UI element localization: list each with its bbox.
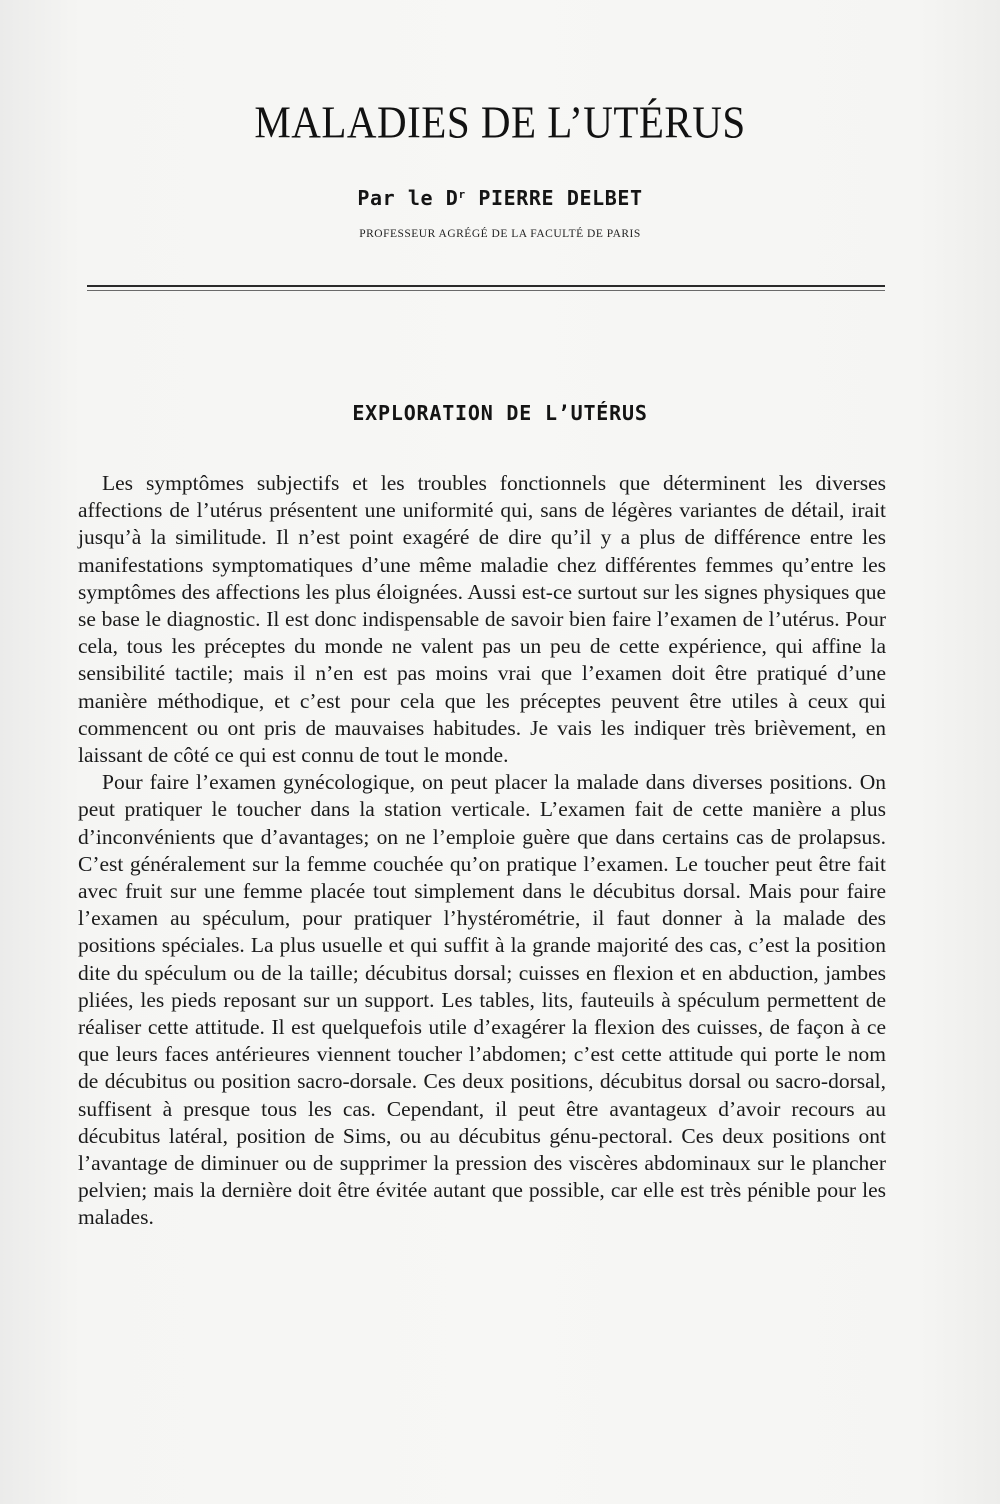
title-divider [87, 285, 885, 287]
author-name: PIERRE DELBET [465, 186, 643, 210]
author-byline [0, 186, 1000, 210]
byline-prefix: Par le D [357, 186, 459, 210]
document-title: MALADIES DE L’UTÉRUS [254, 96, 746, 148]
title-divider-thin [87, 290, 885, 291]
byline-superscript: r [458, 188, 466, 201]
paragraph: Les symptômes subjectifs et les troubles fonctionnels que déterminent les diverses affections de l’utérus présentent une uniformité qui, sans de légères variantes de détail, irait jusqu’à la similitude. Il n’est point exagéré de dire qu’il y a plus de différence entre les manifestations symptomatiques d’une même maladie chez différentes femmes qu’entre les symptômes des affections les plus éloignées. Aussi est-ce surtout sur les signes physiques que se base le diagnostic. Il est donc indispensable de savoir bien faire l’examen de l’utérus. Pour cela, tous les préceptes du monde ne valent pas un peu de cette expérience, qui affine la sensibilité tactile; mais il n’en est pas moins vrai que l’examen doit être pratiqué d’une manière méthodique, et c’est pour cela que les préceptes peuvent être utiles à ceux qui commencent ou ont pris de mauvaises habitudes. Je vais les indiquer très brièvement, en laissant de côté ce qui est connu de tout le monde. [78, 471, 886, 768]
paragraph: Pour faire l’examen gynécologique, on peut placer la malade dans diverses positions. On peut pratiquer le toucher dans la station verticale. L’examen fait de cette manière a plus d’inconvénients que d’avantages; on ne l’emploie guère que dans certains cas de prolapsus. C’est généralement sur la femme couchée qu’on pratique l’examen. Le toucher peut être fait avec fruit sur une femme placée tout simplement dans le décubitus dorsal. Mais pour faire l’examen au spéculum, pour pratiquer l’hystérométrie, il faut donner à la malade des positions spéciales. La plus usuelle et qui suffit à la grande majorité des cas, c’est la position dite du spéculum ou de la taille; décubitus dorsal; cuisses en flexion et en abduction, jambes pliées, les pieds reposant sur un support. Les tables, lits, fauteuils à spéculum permettent de réaliser cette attitude. Il est quelquefois utile d’exagérer la flexion des cuisses, de façon à ce que leurs faces antérieures viennent toucher l’abdomen; c’est cette attitude qui porte le nom de décubitus ou position sacro-dorsale. Ces deux positions, décubitus dorsal ou sacro-dorsal, suffisent à presque tous les cas. Cependant, il peut être avantageux d’avoir recours au décubitus latéral, position de Sims, ou au décubitus génu-pectoral. Ces deux positions ont l’avantage de diminuer ou de supprimer la pression des viscères abdominaux sur le plancher pelvien; mais la dernière doit être évitée autant que possible, car elle est très pénible pour les malades. [78, 770, 886, 1230]
author-affiliation: PROFESSEUR AGRÉGÉ DE LA FACULTÉ DE PARIS [359, 228, 641, 240]
section-title: EXPLORATION DE L’UTÉRUS [352, 401, 648, 425]
body-text [78, 470, 886, 1232]
